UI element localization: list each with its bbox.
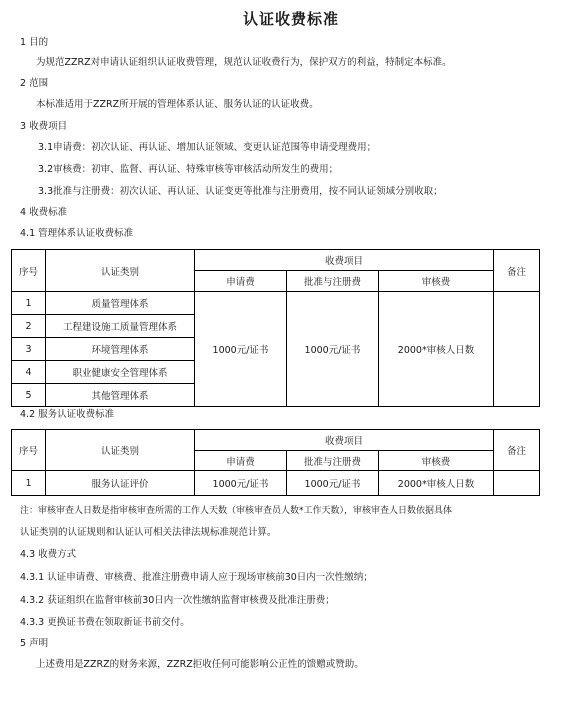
header-category: 认证类别: [46, 430, 195, 471]
approval-fee-value: 1000元/证书: [287, 471, 379, 496]
section-4-1-heading: 4.1 管理体系认证收费标准: [20, 228, 134, 239]
row-category: 环境管理体系: [46, 338, 195, 361]
header-fee-items: 收费项目: [195, 250, 494, 271]
section-3-item-2: 3.2审核费：初审、监督、再认证、特殊审核等审核活动所发生的费用；: [38, 164, 339, 175]
apply-fee-value: 1000元/证书: [195, 292, 287, 407]
management-fee-table: [11, 249, 540, 407]
row-seq: 1: [12, 292, 46, 315]
header-approval-fee: 批准与注册费: [287, 451, 379, 471]
section-4-2-heading: 4.2 服务认证收费标准: [20, 409, 115, 420]
header-audit-fee: 审核费: [379, 451, 494, 471]
header-approval-fee: 批准与注册费: [287, 271, 379, 292]
section-4-3-item-1: 4.3.1 认证申请费、审核费、批准注册费申请人应于现场审核前30日内一次性缴纳；: [20, 572, 373, 583]
row-seq: 3: [12, 338, 46, 361]
section-3-heading: 3 收费项目: [20, 121, 68, 132]
remark-cell: [494, 471, 540, 496]
header-audit-fee: 审核费: [379, 271, 494, 292]
row-category: 职业健康安全管理体系: [46, 361, 195, 384]
row-category: 服务认证评价: [46, 471, 195, 496]
row-category: 其他管理体系: [46, 384, 195, 407]
section-3-item-1: 3.1申请费：初次认证、再认证、增加认证领域、变更认证范围等申请受理费用；: [38, 142, 377, 153]
header-fee-items: 收费项目: [195, 430, 494, 451]
table-note-line-2: 认证类别的认证规则和认证认可相关法律法规标准规范计算。: [20, 527, 277, 538]
table-row: [12, 292, 540, 315]
table-note-line-1: 注：审核审查人日数是指审核审查所需的工作人天数（审核审查员人数*工作天数），审核审查人日数依据具体: [20, 506, 453, 516]
section-3-item-3: 3.3批准与注册费：初次认证、再认证、认证变更等批准与注册费用，按不同认证领域分别收取；: [38, 186, 443, 197]
header-remark: 备注: [494, 430, 540, 471]
service-fee-table: [11, 429, 540, 496]
audit-fee-value: 2000*审核人日数: [379, 292, 494, 407]
row-seq: 4: [12, 361, 46, 384]
approval-fee-value: 1000元/证书: [287, 292, 379, 407]
header-seq: 序号: [12, 430, 46, 471]
section-4-3-item-3: 4.3.3 更换证书费在领取新证书前交付。: [20, 617, 190, 628]
row-category: 质量管理体系: [46, 292, 195, 315]
header-category: 认证类别: [46, 250, 195, 292]
row-category: 工程建设施工质量管理体系: [46, 315, 195, 338]
page-title: 认证收费标准: [242, 10, 339, 28]
row-seq: 5: [12, 384, 46, 407]
header-apply-fee: 申请费: [195, 451, 287, 471]
section-5-text: 上述费用是ZZRZ的财务来源，ZZRZ拒收任何可能影响公正性的馈赠或赞助。: [36, 659, 364, 670]
section-2-text: 本标准适用于ZZRZ所开展的管理体系认证、服务认证的认证收费。: [36, 99, 319, 110]
apply-fee-value: 1000元/证书: [195, 471, 287, 496]
remark-cell: [494, 292, 540, 407]
section-1-heading: 1 目的: [20, 37, 49, 48]
header-apply-fee: 申请费: [195, 271, 287, 292]
section-4-3-heading: 4.3 收费方式: [20, 549, 77, 560]
header-seq: 序号: [12, 250, 46, 292]
table-row: [12, 471, 540, 496]
section-5-heading: 5 声明: [20, 638, 49, 649]
audit-fee-value: 2000*审核人日数: [379, 471, 494, 496]
section-4-3-item-2: 4.3.2 获证组织在监督审核前30日内一次性缴纳监督审核费及批准注册费；: [20, 595, 335, 606]
section-2-heading: 2 范围: [20, 78, 49, 89]
section-4-heading: 4 收费标准: [20, 207, 68, 218]
header-remark: 备注: [494, 250, 540, 292]
section-1-text: 为规范ZZRZ对申请认证组织认证收费管理，规范认证收费行为，保护双方的利益，特制定本标准。: [36, 57, 452, 68]
row-seq: 2: [12, 315, 46, 338]
row-seq: 1: [12, 471, 46, 496]
